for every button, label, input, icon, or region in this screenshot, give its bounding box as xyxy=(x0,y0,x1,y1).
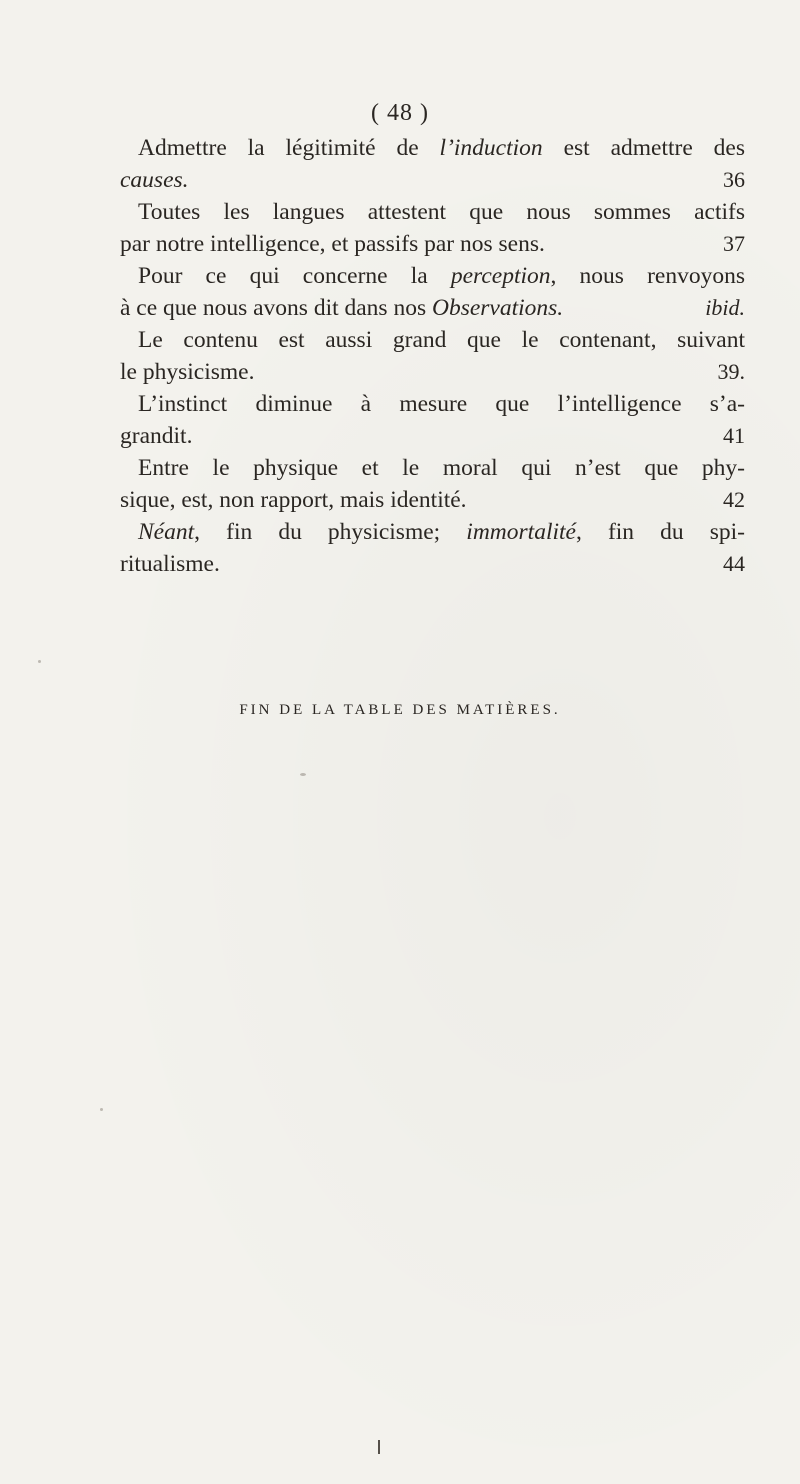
toc-line: Entre le physique et le moral qui n’est que phy- xyxy=(138,455,745,481)
toc-line: L’instinct diminue à mesure que l’intelligence s’a- xyxy=(138,391,745,417)
toc-entry-induction xyxy=(120,132,745,196)
toc-line: sique, est, non rapport, mais identité. 42 xyxy=(120,484,745,516)
toc-line: grandit. 41 xyxy=(120,420,745,452)
toc-entry-physique-moral xyxy=(120,452,745,516)
paper-speck xyxy=(100,1108,103,1111)
toc-line: par notre intelligence, et passifs par nos sens. 37 xyxy=(120,228,745,260)
toc-line: Admettre la légitimité de l’induction est admettre des xyxy=(138,135,745,161)
toc-line: Pour ce qui concerne la perception, nous renvoyons xyxy=(138,263,746,289)
toc-line: le physicisme. 39. xyxy=(120,356,745,388)
toc-line: causes. 36 xyxy=(120,164,745,196)
toc-line: Toutes les langues attestent que nous sommes actifs xyxy=(138,199,745,225)
table-of-contents xyxy=(120,132,745,580)
toc-page-number: 39. xyxy=(717,359,745,384)
toc-line: ritualisme. 44 xyxy=(120,548,745,580)
toc-page-number: 42 xyxy=(723,487,745,512)
toc-page-number: ibid. xyxy=(705,295,745,320)
page-number: ( 48 ) xyxy=(371,100,429,126)
toc-page-number: 37 xyxy=(723,231,745,256)
toc-entry-langues xyxy=(120,196,745,260)
toc-entry-instinct xyxy=(120,388,745,452)
paper-speck xyxy=(300,773,306,776)
end-of-table-note: FIN DE LA TABLE DES MATIÈRES. xyxy=(239,702,561,718)
toc-entry-perception xyxy=(120,260,745,324)
toc-page-number: 44 xyxy=(723,551,745,576)
toc-entry-neant xyxy=(120,516,745,580)
toc-line: Néant, fin du physicisme; immortalité, fin du spi- xyxy=(138,519,745,545)
toc-line: Le contenu est aussi grand que le contenant, suivant xyxy=(138,327,745,353)
paper-mark xyxy=(378,1440,380,1454)
toc-entry-contenu xyxy=(120,324,745,388)
toc-line: à ce que nous avons dit dans nos Observations. ibid. xyxy=(120,292,745,324)
toc-page-number: 41 xyxy=(723,423,745,448)
paper-speck xyxy=(38,660,41,663)
toc-page-number: 36 xyxy=(723,167,745,192)
